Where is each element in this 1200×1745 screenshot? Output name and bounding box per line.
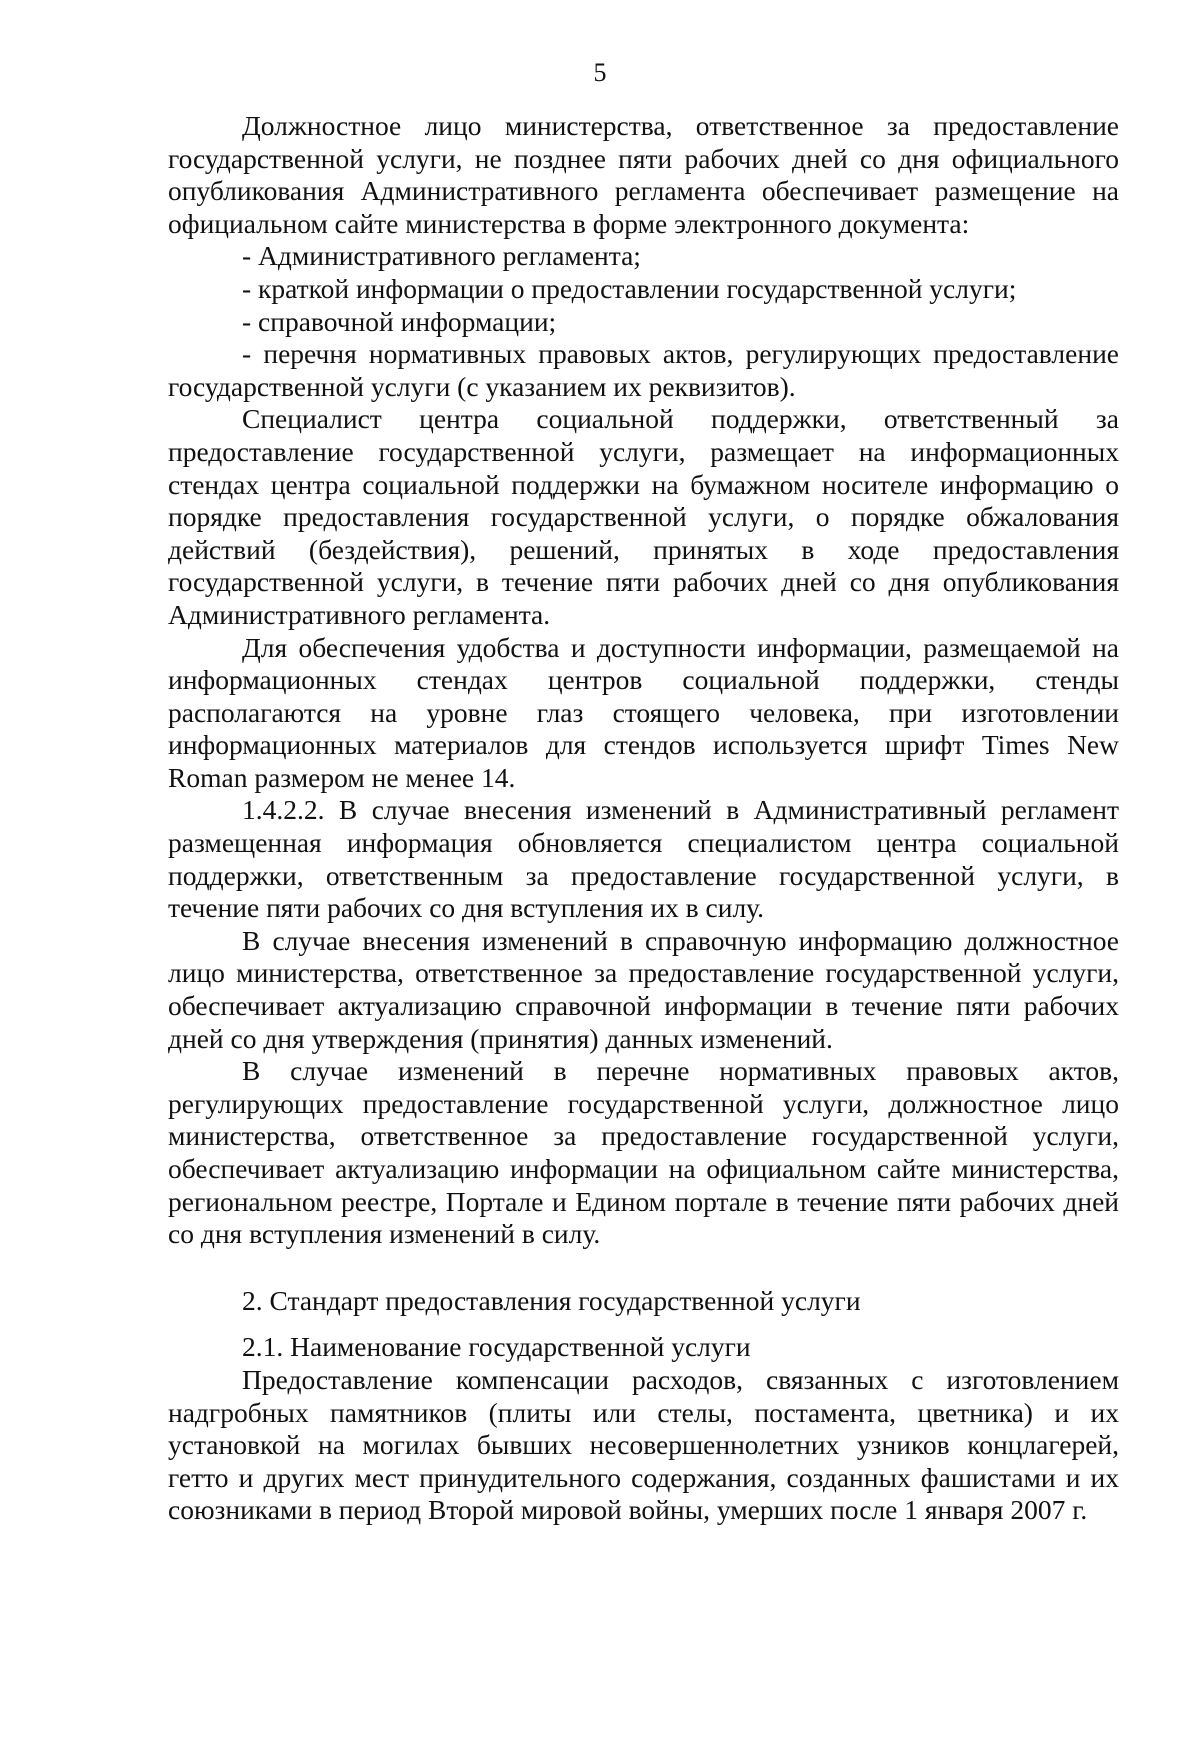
paragraph-specialist: Специалист центра социальной поддержки, ответственный за предоставление государственной услуги, размещает на информационных стендах центра социальной поддержки на бумажном носителе информацию о порядке предоставления государственной услуги, о порядке обжалования действий (бездействия), решений, принятых в ходе предоставления государственной услуги, в течение пяти рабочих дней со дня опубликования Административного регламента. [168,403,1119,630]
list-item-regulation: - Административного регламента; [242,240,641,272]
paragraph-service-name: Предоставление компенсации расходов, связанных с изготовлением надгробных памятников (плиты или стелы, постамента, цветника) и их установкой на могилах бывших несовершеннолетних узников концлагерей, гетто и других мест принудительного содержания, созданных фашистами и их союзниками в период Второй мировой войны, умерших после 1 января 2007 г. [168,1363,1119,1526]
section-heading: 2. Стандарт предоставления государственной услуги [242,1284,861,1316]
list-item-legal-acts: - перечня нормативных правовых актов, регулирующих предоставление государственной услуги (с указанием их реквизитов). [168,338,1119,402]
paragraph-1-4-2-2: 1.4.2.2. В случае внесения изменений в Административный регламент размещенная информация обновляется специалистом центра социальной поддержки, ответственным за предоставление государственной услуги, в течение пяти рабочих со дня вступления их в силу. [168,794,1119,924]
list-item-reference-info: - справочной информации; [242,305,557,337]
section-gap [168,1251,1119,1285]
subsection-heading: 2.1. Наименование государственной услуги [242,1331,751,1363]
list-item-brief-info: - краткой информации о предоставлении государственной услуги; [242,272,1017,304]
page-number: 5 [593,58,607,87]
paragraph-stands: Для обеспечения удобства и доступности информации, размещаемой на информационных стендах центров социальной поддержки, стенды располагаются на уровне глаз стоящего человека, при изготовлении информационных материалов для стендов используется шрифт Times New Roman размером не менее 14. [168,631,1119,793]
paragraph-reference-changes: В случае внесения изменений в справочную информацию должностное лицо министерства, ответственное за предоставление государственной услуги, обеспечивает актуализацию справочной информации в течение пяти рабочих дней со дня утверждения (принятия) данных изменений. [168,924,1119,1054]
paragraph-legal-acts-changes: В случае изменений в перечне нормативных правовых актов, регулирующих предоставление государственной услуги, должностное лицо министерства, ответственное за предоставление государственной услуги, обеспечивает актуализацию информации на официальном сайте министерства, региональном реестре, Портале и Едином портале в течение пяти рабочих дней со дня вступления изменений в силу. [168,1055,1119,1250]
paragraph-official-publication: Должностное лицо министерства, ответственное за предоставление государственной услуги, не позднее пяти рабочих дней со дня официального опубликования Административного регламента обеспечивает размещение на официальном сайте министерства в форме электронного документа: [168,110,1119,239]
document-body [168,110,1119,1527]
